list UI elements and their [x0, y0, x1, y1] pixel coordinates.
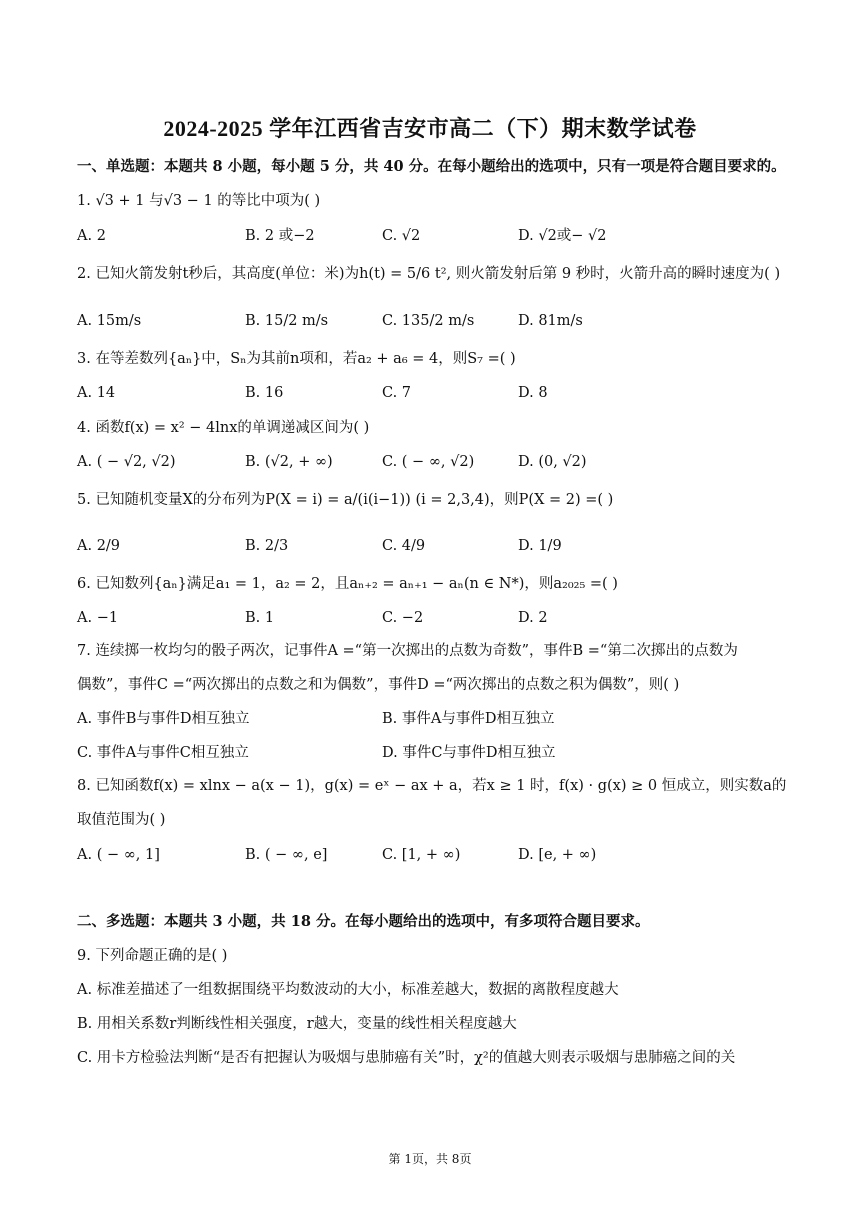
question-4-option-b: B. (√2, + ∞)	[245, 454, 333, 470]
question-6-stem: 6. 已知数列{aₙ}满足a₁ = 1，a₂ = 2，且aₙ₊₂ = aₙ₊₁ − aₙ(n ∈ N*)，则a₂₀₂₅ =( )	[77, 576, 618, 592]
question-8-option-b: B. ( − ∞, e]	[245, 847, 328, 863]
question-3-option-a: A. 14	[77, 385, 116, 401]
question-9-stem: 9. 下列命题正确的是( )	[77, 948, 228, 964]
question-4-option-c: C. ( − ∞, √2)	[382, 454, 475, 470]
question-4-stem: 4. 函数f(x) = x² − 4lnx的单调递减区间为( )	[77, 420, 370, 436]
question-8-option-c: C. [1, + ∞)	[382, 847, 461, 863]
question-4-option-d: D. (0, √2)	[518, 454, 587, 470]
question-2-stem: 2. 已知火箭发射t秒后，其高度(单位：米)为h(t) = 5/6 t², 则火箭发射后第 9 秒时，火箭升高的瞬时速度为( )	[77, 266, 781, 282]
question-9-option-c: C. 用卡方检验法判断“是否有把握认为吸烟与患肺癌有关”时，χ²的值越大则表示吸烟与患肺癌之间的关	[77, 1050, 736, 1066]
question-9-option-a: A. 标准差描述了一组数据围绕平均数波动的大小，标准差越大，数据的离散程度越大	[77, 982, 619, 998]
question-2-option-b: B. 15/2 m/s	[245, 313, 329, 329]
question-3-option-c: C. 7	[382, 385, 412, 401]
question-6-option-d: D. 2	[518, 610, 548, 626]
question-6-option-b: B. 1	[245, 610, 275, 626]
question-8-option-d: D. [e, + ∞)	[518, 847, 597, 863]
question-2-option-a: A. 15m/s	[77, 313, 142, 329]
page-footer: 第 1页，共 8页	[388, 1152, 472, 1166]
question-2-option-d: D. 81m/s	[518, 313, 583, 329]
question-1-option-c: C. √2	[382, 228, 421, 244]
question-8-stem-line-2: 取值范围为( )	[77, 812, 166, 828]
question-5-option-d: D. 1/9	[518, 538, 562, 554]
question-1-stem: 1. √3 + 1 与√3 − 1 的等比中项为( )	[77, 193, 321, 209]
question-7-option-d: D. 事件C与事件D相互独立	[382, 745, 556, 761]
question-1-option-b: B. 2 或−2	[245, 228, 315, 244]
question-5-option-a: A. 2/9	[77, 538, 121, 554]
section-header-single-choice: 一、单选题：本题共 8 小题，每小题 5 分，共 40 分。在每小题给出的选项中，只有一项是符合题目要求的。	[77, 158, 786, 175]
question-6-option-c: C. −2	[382, 610, 424, 626]
question-4-option-a: A. ( − √2, √2)	[77, 454, 176, 470]
question-6-option-a: A. −1	[77, 610, 119, 626]
page-title: 2024-2025 学年江西省吉安市高二（下）期末数学试卷	[163, 116, 697, 141]
question-3-stem: 3. 在等差数列{aₙ}中，Sₙ为其前n项和，若a₂ + a₆ = 4，则S₇ =( )	[77, 351, 516, 367]
question-2-option-c: C. 135/2 m/s	[382, 313, 475, 329]
question-8-stem-line-1: 8. 已知函数f(x) = xlnx − a(x − 1)，g(x) = eˣ − ax + a，若x ≥ 1 时，f(x) · g(x) ≥ 0 恒成立，则实数a的	[77, 778, 787, 794]
question-1-option-d: D. √2或− √2	[518, 228, 607, 244]
question-3-option-d: D. 8	[518, 385, 548, 401]
question-5-option-c: C. 4/9	[382, 538, 426, 554]
question-7-option-a: A. 事件B与事件D相互独立	[77, 711, 250, 727]
section-header-multi-choice: 二、多选题：本题共 3 小题，共 18 分。在每小题给出的选项中，有多项符合题目要求。	[77, 913, 650, 930]
question-9-option-b: B. 用相关系数r判断线性相关强度，r越大，变量的线性相关程度越大	[77, 1016, 517, 1032]
question-7-stem-line-2: 偶数”，事件C =“两次掷出的点数之和为偶数”，事件D =“两次掷出的点数之积为偶数”，则( )	[77, 677, 680, 693]
question-7-option-b: B. 事件A与事件D相互独立	[382, 711, 555, 727]
question-7-stem-line-1: 7. 连续掷一枚均匀的骰子两次，记事件A =“第一次掷出的点数为奇数”，事件B =“第二次掷出的点数为	[77, 643, 738, 659]
question-3-option-b: B. 16	[245, 385, 284, 401]
question-5-stem: 5. 已知随机变量X的分布列为P(X = i) = a/(i(i−1)) (i = 2,3,4)，则P(X = 2) =( )	[77, 492, 614, 508]
question-1-option-a: A. 2	[77, 228, 106, 244]
question-8-option-a: A. ( − ∞, 1]	[77, 847, 160, 863]
question-7-option-c: C. 事件A与事件C相互独立	[77, 745, 249, 761]
question-5-option-b: B. 2/3	[245, 538, 289, 554]
